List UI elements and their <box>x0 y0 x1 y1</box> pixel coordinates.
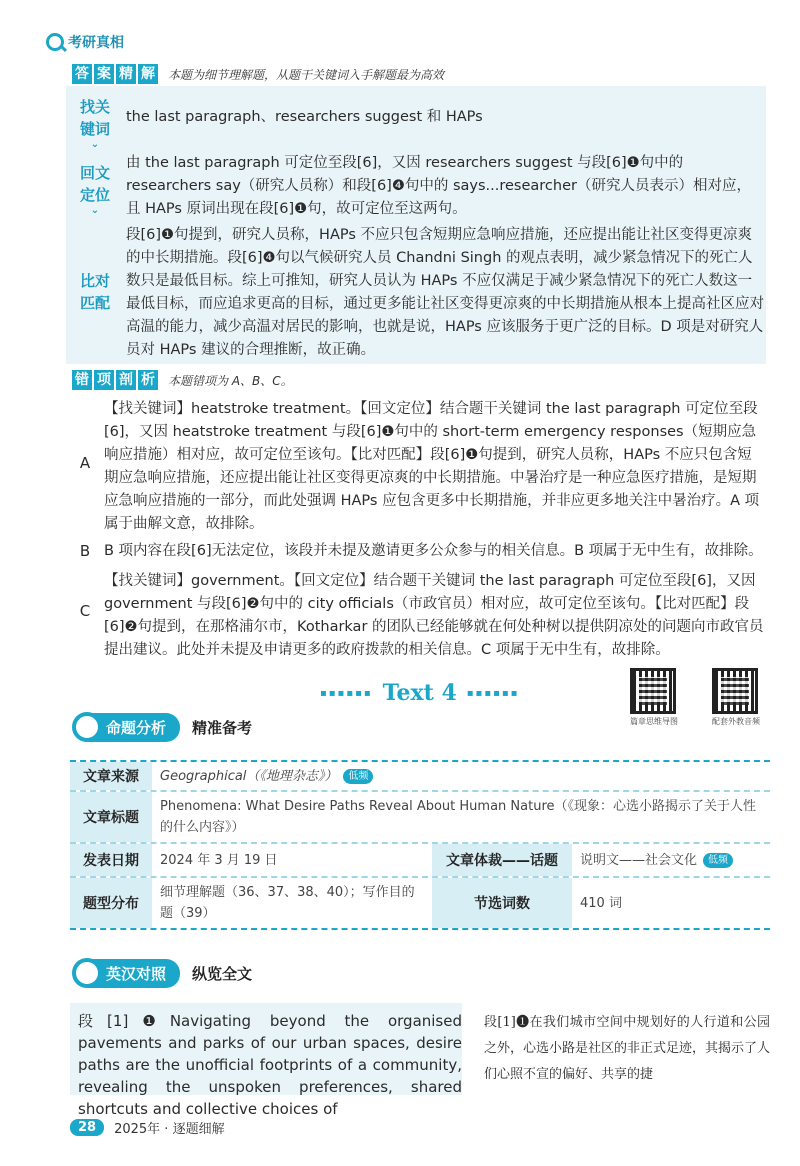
info-row <box>70 792 770 844</box>
info-key: 节选词数 <box>432 878 572 928</box>
step-label-find-keywords <box>78 96 112 150</box>
magnifier-icon <box>72 958 102 988</box>
option-analysis: 【找关键词】heatstroke treatment。【回文定位】结合题干关键词 the last paragraph 可定位至段[6]，又因 heatstroke treatment 与段[6]❶句中的 short-term emergency responses（短期应急响应措施）相对应，故可定位至该句。【比对匹配】段[6]❶句提到，研究人员称，HAPs 不应只包含短期应急响应措施，还应提出能让社区变得更凉爽的中长期措施。中暑治疗是一种应急医疗措施，是短期应急响应措施的一部分，而此处强调 HAPs 应包含更多中长期措施，并非应更多地关注中暑治疗。A 项属于曲解文意，故排除。 <box>104 401 760 532</box>
bilingual-label: 英汉对照 <box>88 959 180 988</box>
step-label-text: 找关键词 <box>79 98 110 138</box>
info-key: 文章来源 <box>70 762 152 790</box>
magnifier-icon <box>46 33 64 51</box>
step-text-locate: 由 the last paragraph 可定位至段[6]，又因 researchers suggest 与段[6]❶句中的 researchers say（研究人员称）和段[6]❹句中的 says...researcher（研究人员表示）相对应，且 HAPs 原词出现在段[6]❶句，故可定位至这两句。 <box>126 155 751 217</box>
analysis-label: 命题分析 <box>88 713 180 742</box>
option-analysis: B 项内容在段[6]无法定位，该段并未提及邀请更多公众参与的相关信息。B 项属于无中生有，故排除。 <box>104 543 763 559</box>
bilingual-subtitle: 纵览全文 <box>192 964 253 983</box>
frequency-badge: 低频 <box>703 853 733 868</box>
info-row <box>70 878 770 930</box>
wrong-section-note: 本题错项为 A、B、C。 <box>168 373 293 388</box>
heading-char: 错 <box>72 370 92 390</box>
info-key: 文章标题 <box>70 792 152 842</box>
step-label-locate <box>78 162 112 216</box>
heading-char: 案 <box>94 64 114 84</box>
analysis-subtitle: 精准备考 <box>192 718 253 737</box>
decorative-dots: ▪▪▪▪▪▪ <box>466 687 520 699</box>
brand-title: 考研真相 <box>68 35 124 51</box>
heading-char: 项 <box>94 370 114 390</box>
analysis-heading <box>72 712 252 742</box>
text-number-title: Text 4 <box>382 680 457 706</box>
option-letter: C <box>79 602 91 620</box>
qr-code-audio[interactable] <box>712 668 758 714</box>
info-row <box>70 762 770 792</box>
answer-section-note: 本题为细节理解题，从题干关键词入手解题最为高效 <box>168 67 445 82</box>
info-key: 题型分布 <box>70 878 152 928</box>
page-footer <box>70 1118 225 1137</box>
step-label-text: 比对匹配 <box>79 272 110 312</box>
info-key: 发表日期 <box>70 844 152 876</box>
qr-code-mindmap[interactable] <box>630 668 676 714</box>
info-value: Phenomena: What Desire Paths Reveal About Human Nature（《现象：心选小路揭示了关于人性的什么内容》） <box>160 799 757 835</box>
genre-text: 说明文——社会文化 <box>580 852 698 868</box>
article-info-table <box>70 760 770 930</box>
qr-caption: 配套外教音频 <box>712 717 760 726</box>
magnifier-icon <box>72 712 102 742</box>
step-text-find-keywords: the last paragraph、researchers suggest 和 HAPs <box>126 109 483 125</box>
heading-char: 精 <box>116 64 136 84</box>
info-value: 410 词 <box>580 895 622 911</box>
chevron-down-icon: ⌄ <box>90 205 100 216</box>
option-letter: B <box>79 542 91 560</box>
info-row <box>70 844 770 878</box>
heading-char: 答 <box>72 64 92 84</box>
info-value <box>152 762 770 790</box>
heading-char: 剖 <box>116 370 136 390</box>
option-letter: A <box>79 454 91 472</box>
info-key: 文章体裁——话题 <box>432 844 572 876</box>
footer-text: 2025年 · 逐题细解 <box>114 1122 225 1137</box>
qr-caption: 篇章思维导图 <box>630 717 678 726</box>
page-number: 28 <box>70 1119 104 1136</box>
step-label-text: 回文定位 <box>79 164 110 204</box>
frequency-badge: 低频 <box>343 769 373 784</box>
wrong-section-heading <box>72 370 293 390</box>
chinese-paragraph: 段[1]❶在我们城市空间中规划好的人行道和公园之外，心选小路是社区的非正式足迹，其揭示了人们心照不宣的偏好、共享的捷 <box>484 1015 771 1082</box>
text-title <box>320 680 519 706</box>
step-label-compare <box>78 270 112 314</box>
info-value: 2024 年 3 月 19 日 <box>160 852 278 868</box>
option-analysis: 【找关键词】government。【回文定位】结合题干关键词 the last paragraph 可定位至段[6]，又因 government 与段[6]❷句中的 city officials（市政官员）相对应，故可定位至该句。【比对匹配】段[6]❷句提到，在那格浦尔市，Kotharkar 的团队已经能够就在何处种树以提供阴凉处的问题向市政官员提出建议。此处并未提及申请更多的政府拨款的相关信息。C 项属于无中生有，故排除。 <box>104 573 764 658</box>
bilingual-heading <box>72 958 252 988</box>
decorative-dots: ▪▪▪▪▪▪ <box>320 687 373 699</box>
brand <box>46 32 124 52</box>
heading-char: 解 <box>138 64 158 84</box>
info-value <box>572 844 770 876</box>
source-text: Geographical（《地理杂志》） <box>160 768 338 784</box>
heading-char: 析 <box>138 370 158 390</box>
chevron-down-icon: ⌄ <box>90 139 100 150</box>
answer-section-heading <box>72 64 444 84</box>
info-value: 细节理解题（36、37、38、40）；写作目的题（39） <box>160 885 415 921</box>
english-paragraph: 段[1]❶Navigating beyond the organised pavements and parks of our urban spaces, desire paths are the unofficial footprints of a community, revealing the unspoken preferences, shared shortcuts and collective choices of <box>78 1012 462 1118</box>
step-text-compare: 段[6]❶句提到，研究人员称，HAPs 不应只包含短期应急响应措施，还应提出能让社区变得更凉爽的中长期措施。段[6]❹句以气候研究人员 Chandni Singh 的观点表明，减少紧急情况下的死亡人数只是最低目标。综上可推知，研究人员认为 HAPs 不应仅满足于减少紧急情况下的死亡人数这一最低目标，而应追求更高的目标，通过更多能让社区变得更凉爽的中长期措施从根本上提高社区应对高温的能力，减少高温对居民的影响，也就是说，HAPs 应该服务于更广泛的目标。D 项是对研究人员对 HAPs 建议的合理推断，故正确。 <box>126 227 764 358</box>
